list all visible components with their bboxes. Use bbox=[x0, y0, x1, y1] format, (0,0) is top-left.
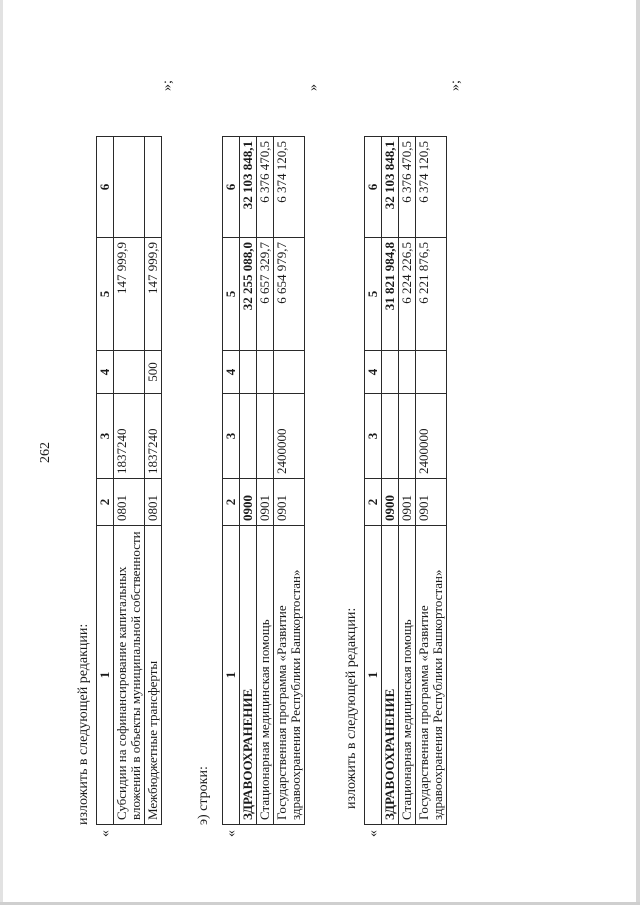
table-row bbox=[399, 137, 416, 825]
row-target-code: 2400000 bbox=[274, 394, 305, 479]
row-expense-type bbox=[114, 351, 145, 394]
table-row bbox=[416, 137, 447, 825]
row-expense-type bbox=[382, 351, 399, 394]
header-cell: 6 bbox=[97, 137, 114, 238]
row-expense-type bbox=[416, 351, 447, 394]
row-amount-1: 147 999,9 bbox=[114, 238, 145, 351]
header-cell: 5 bbox=[97, 238, 114, 351]
page-number: 262 bbox=[38, 442, 53, 463]
row-amount-1: 31 821 984,8 bbox=[382, 238, 399, 351]
row-name: ЗДРАВООХРАНЕНИЕ bbox=[240, 526, 257, 825]
section-1-table bbox=[96, 136, 162, 825]
row-expense-type: 500 bbox=[145, 351, 162, 394]
row-amount-2: 6 374 120,5 bbox=[416, 137, 447, 238]
section-2-quote-open: « bbox=[224, 830, 239, 837]
row-target-code bbox=[240, 394, 257, 479]
table-row bbox=[382, 137, 399, 825]
row-name: Субсидии на софинансирование капитальных вложений в объекты муниципальной собственности bbox=[114, 526, 145, 825]
table-header-row bbox=[365, 137, 382, 825]
table-row bbox=[240, 137, 257, 825]
row-section-code: 0901 bbox=[399, 479, 416, 526]
row-name: Стационарная медицинская помощь bbox=[399, 526, 416, 825]
row-amount-2: 6 376 470,5 bbox=[399, 137, 416, 238]
header-cell: 4 bbox=[365, 351, 382, 394]
header-cell: 5 bbox=[223, 238, 240, 351]
row-amount-1: 6 654 979,7 bbox=[274, 238, 305, 351]
header-cell: 2 bbox=[97, 479, 114, 526]
section-3-table bbox=[364, 136, 447, 825]
row-name: Межбюджетные трансферты bbox=[145, 526, 162, 825]
table-header-row bbox=[223, 137, 240, 825]
row-expense-type bbox=[274, 351, 305, 394]
row-expense-type bbox=[399, 351, 416, 394]
row-amount-1: 6 224 226,5 bbox=[399, 238, 416, 351]
row-target-code bbox=[382, 394, 399, 479]
row-name: ЗДРАВООХРАНЕНИЕ bbox=[382, 526, 399, 825]
row-amount-1: 6 657 329,7 bbox=[257, 238, 274, 351]
row-amount-2: 6 374 120,5 bbox=[274, 137, 305, 238]
row-name: Государственная программа «Развитие здравоохранения Республики Башкортостан» bbox=[416, 526, 447, 825]
section-1-intro: изложить в следующей редакции: bbox=[76, 623, 91, 825]
row-section-code: 0901 bbox=[416, 479, 447, 526]
row-section-code: 0900 bbox=[240, 479, 257, 526]
row-amount-2 bbox=[114, 137, 145, 238]
header-cell: 2 bbox=[223, 479, 240, 526]
row-amount-2 bbox=[145, 137, 162, 238]
row-amount-1: 6 221 876,5 bbox=[416, 238, 447, 351]
header-cell: 6 bbox=[365, 137, 382, 238]
row-target-code: 2400000 bbox=[416, 394, 447, 479]
row-target-code: 1837240 bbox=[145, 394, 162, 479]
table-row bbox=[257, 137, 274, 825]
row-name: Государственная программа «Развитие здравоохранения Республики Башкортостан» bbox=[274, 526, 305, 825]
header-cell: 4 bbox=[223, 351, 240, 394]
section-2-table bbox=[222, 136, 305, 825]
row-target-code: 1837240 bbox=[114, 394, 145, 479]
row-expense-type bbox=[240, 351, 257, 394]
header-cell: 3 bbox=[365, 394, 382, 479]
header-cell: 1 bbox=[223, 526, 240, 825]
header-cell: 4 bbox=[97, 351, 114, 394]
row-amount-2: 32 103 848,1 bbox=[382, 137, 399, 238]
row-section-code: 0901 bbox=[274, 479, 305, 526]
row-expense-type bbox=[257, 351, 274, 394]
header-cell: 5 bbox=[365, 238, 382, 351]
header-cell: 3 bbox=[223, 394, 240, 479]
row-section-code: 0901 bbox=[257, 479, 274, 526]
section-1-quote-open: « bbox=[98, 830, 113, 837]
table-row bbox=[274, 137, 305, 825]
row-name: Стационарная медицинская помощь bbox=[257, 526, 274, 825]
section-1-quote-close: »; bbox=[160, 80, 175, 91]
header-cell: 6 bbox=[223, 137, 240, 238]
section-2-intro: э) строки: bbox=[196, 766, 211, 825]
section-2-quote-close: » bbox=[306, 84, 321, 91]
row-amount-2: 32 103 848,1 bbox=[240, 137, 257, 238]
header-cell: 3 bbox=[97, 394, 114, 479]
section-3-intro: изложить в следующей редакции: bbox=[344, 607, 359, 809]
row-target-code bbox=[257, 394, 274, 479]
header-cell: 1 bbox=[365, 526, 382, 825]
section-3-quote-close: »; bbox=[448, 80, 463, 91]
row-amount-2: 6 376 470,5 bbox=[257, 137, 274, 238]
row-section-code: 0801 bbox=[145, 479, 162, 526]
row-section-code: 0801 bbox=[114, 479, 145, 526]
row-amount-1: 147 999,9 bbox=[145, 238, 162, 351]
table-header-row bbox=[97, 137, 114, 825]
table-row bbox=[145, 137, 162, 825]
section-3-quote-open: « bbox=[366, 830, 381, 837]
header-cell: 1 bbox=[97, 526, 114, 825]
table-row bbox=[114, 137, 145, 825]
row-target-code bbox=[399, 394, 416, 479]
row-amount-1: 32 255 088,0 bbox=[240, 238, 257, 351]
row-section-code: 0900 bbox=[382, 479, 399, 526]
header-cell: 2 bbox=[365, 479, 382, 526]
